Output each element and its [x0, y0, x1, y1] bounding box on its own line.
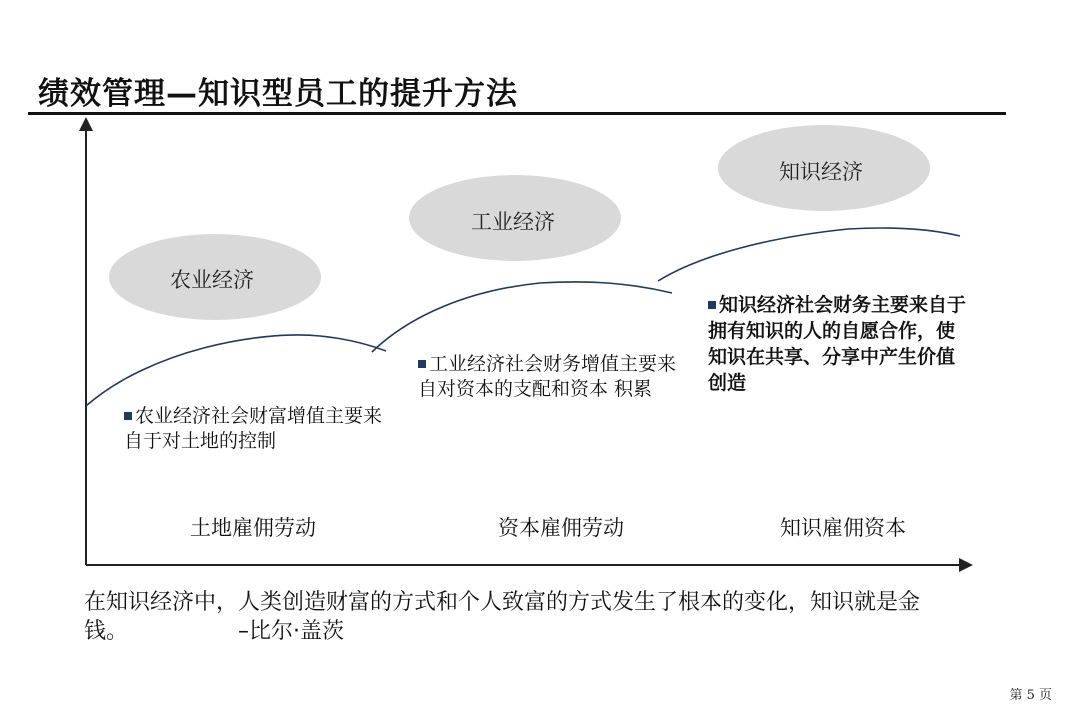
- quote-text: 在知识经济中，人类创造财富的方式和个人致富的方式发生了根本的变化，知识就是金钱。: [84, 590, 921, 644]
- bullet-icon: [418, 360, 426, 368]
- page-title: 绩效管理—知识型员工的提升方法: [38, 76, 518, 112]
- stage-label-agricultural: 土地雇佣劳动: [190, 516, 316, 540]
- era-desc-industrial: 工业经济社会财务增值主要来自对资本的支配和资本 积累: [418, 353, 677, 400]
- era-desc-agricultural: 农业经济社会财富增值主要来自于对土地的控制: [124, 405, 383, 452]
- curve-agricultural: [86, 335, 386, 406]
- bullet-icon: [708, 301, 716, 309]
- page-number: 第 5 页: [1009, 688, 1052, 703]
- curve-knowledge: [658, 228, 960, 281]
- curve-industrial: [372, 282, 672, 352]
- stage-label-knowledge: 知识雇佣资本: [780, 516, 906, 540]
- quote-author: –比尔·盖茨: [238, 619, 345, 644]
- stage-label-industrial: 资本雇佣劳动: [498, 516, 624, 540]
- bullet-icon: [124, 412, 132, 420]
- era-name-agricultural: 农业经济: [170, 268, 254, 292]
- era-name-industrial: 工业经济: [471, 210, 555, 234]
- quote: [84, 588, 1004, 646]
- era-desc-knowledge: 知识经济社会财务主要来自于拥有知识的人的自愿合作，使知识在共享、分享中产生价值创造: [708, 294, 967, 394]
- era-name-knowledge: 知识经济: [779, 160, 863, 184]
